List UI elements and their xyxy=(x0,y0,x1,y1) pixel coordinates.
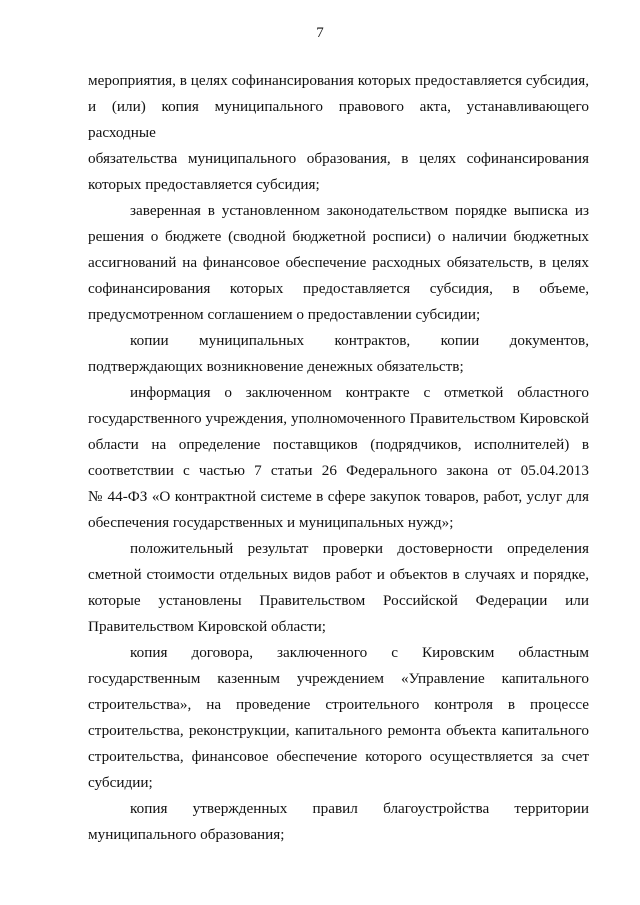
text-line: обеспечения государственных и муниципальных нужд»; xyxy=(88,514,454,531)
paragraph xyxy=(88,380,589,536)
text-line: государственным казенным учреждением «Управление капитального xyxy=(88,670,589,687)
paragraph xyxy=(88,796,589,848)
text-line: которых предоставляется субсидия; xyxy=(88,176,320,193)
text-line: строительства, финансовое обеспечение которого осуществляется за счет xyxy=(88,748,589,765)
document-body xyxy=(88,68,589,848)
text-line: заверенная в установленном законодательством порядке выписка из xyxy=(130,202,589,219)
text-line: подтверждающих возникновение денежных обязательств; xyxy=(88,358,464,375)
paragraph xyxy=(88,536,589,640)
text-line: копии муниципальных контрактов, копии документов, xyxy=(130,332,589,349)
text-line: копия договора, заключенного с Кировским областным xyxy=(130,644,589,661)
text-line: предусмотренном соглашением о предоставлении субсидии; xyxy=(88,306,481,323)
text-line: государственного учреждения, уполномоченного Правительством Кировской xyxy=(88,410,589,427)
text-line: строительства, реконструкции, капитального ремонта объекта капитального xyxy=(88,722,589,739)
text-line: Правительством Кировской области; xyxy=(88,618,327,635)
text-line: области на определение поставщиков (подрядчиков, исполнителей) в xyxy=(88,436,589,453)
text-line: соответствии с частью 7 статьи 26 Федерального закона от 05.04.2013 xyxy=(88,462,589,479)
text-line: мероприятия, в целях софинансирования которых предоставляется субсидия, xyxy=(88,72,589,89)
text-line: положительный результат проверки достоверности определения xyxy=(130,540,589,557)
page-number: 7 xyxy=(316,25,324,41)
paragraph xyxy=(88,328,589,380)
text-line: и (или) копия муниципального правового акта, устанавливающего расходные xyxy=(88,98,589,141)
text-line: решения о бюджете (сводной бюджетной росписи) о наличии бюджетных xyxy=(88,228,589,245)
text-line: сметной стоимости отдельных видов работ и объектов в случаях и порядке, xyxy=(88,566,589,583)
text-line: муниципального образования; xyxy=(88,826,285,843)
text-line: № 44-ФЗ «О контрактной системе в сфере закупок товаров, работ, услуг для xyxy=(88,488,589,505)
text-line: строительства», на проведение строительного контроля в процессе xyxy=(88,696,589,713)
paragraph xyxy=(88,640,589,796)
text-line: информация о заключенном контракте с отметкой областного xyxy=(130,384,589,401)
text-line: которые установлены Правительством Российской Федерации или xyxy=(88,592,589,609)
paragraph xyxy=(88,68,589,198)
text-line: софинансирования которых предоставляется субсидия, в объеме, xyxy=(88,280,589,297)
text-line: обязательства муниципального образования, в целях софинансирования xyxy=(88,150,589,167)
text-line: копия утвержденных правил благоустройства территории xyxy=(130,800,589,817)
paragraph xyxy=(88,198,589,328)
text-line: субсидии; xyxy=(88,774,153,791)
text-line: ассигнований на финансовое обеспечение расходных обязательств, в целях xyxy=(88,254,589,271)
